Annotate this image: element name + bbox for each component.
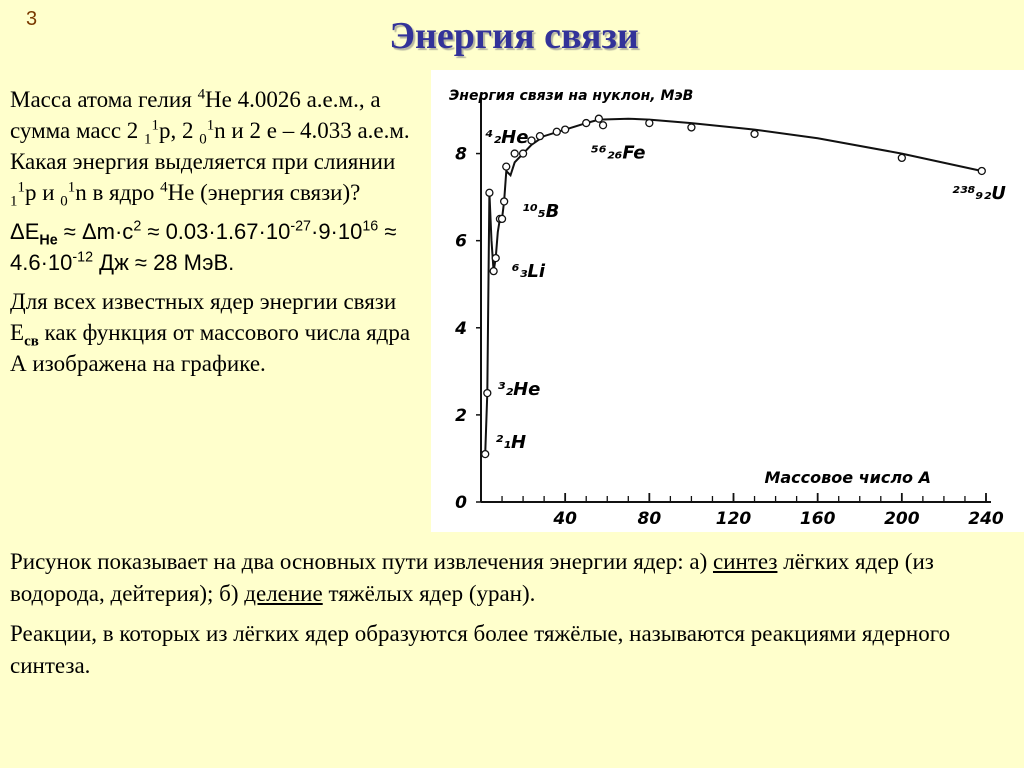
slide-number: 3 [26, 8, 38, 30]
data-point [520, 150, 527, 157]
formula-text: ΔE [10, 219, 40, 244]
bottom-text-segment: Рисунок показывает на два основных пути извлечения энергии ядер: а) [10, 549, 713, 574]
data-point [486, 189, 493, 196]
bottom-text [10, 546, 1014, 690]
y-tick-label: 0 [455, 493, 467, 513]
subscript: 1 [144, 131, 152, 148]
x-tick-label: 200 [884, 509, 920, 529]
bottom-text-segment: тяжёлых ядер (уран). [322, 581, 536, 606]
slide-title: Энергия связи [389, 15, 639, 57]
chart-svg [431, 70, 1024, 532]
data-point [898, 154, 905, 161]
subscript: He [39, 232, 58, 249]
fusion-paragraph: Реакции, в которых из лёгких ядер образуются более тяжёлые, называются реакциями ядерного синтеза. [10, 621, 951, 678]
problem-text: Масса атома гелия [10, 87, 198, 112]
superscript: 1 [17, 179, 25, 196]
data-point [503, 163, 510, 170]
y-axis-title: Энергия связи на нуклон, МэВ [449, 88, 694, 104]
data-point [482, 451, 489, 458]
data-point [501, 198, 508, 205]
extraction-paragraph [10, 546, 1014, 610]
superscript: -12 [72, 249, 94, 266]
nucleus-label: ³₂He [497, 379, 541, 401]
data-point [600, 122, 607, 129]
nucleus-label: ⁶₃Li [511, 261, 546, 283]
data-point [595, 115, 602, 122]
data-point [978, 167, 985, 174]
data-point [484, 390, 491, 397]
subscript: св [24, 333, 39, 350]
data-point [583, 120, 590, 127]
data-point [528, 137, 535, 144]
data-point [536, 133, 543, 140]
left-text-column [10, 84, 424, 387]
subscript: 1 [10, 193, 18, 210]
superscript: 2 [133, 218, 142, 235]
problem-text: p и [24, 180, 61, 205]
y-tick-label: 8 [455, 144, 467, 165]
fission-link: деление [244, 581, 323, 606]
data-point [511, 150, 518, 157]
data-point [688, 124, 695, 131]
superscript: -27 [290, 218, 311, 235]
nucleus-label: ²₁H [495, 432, 527, 454]
problem-text: He (энергия связи)? [167, 180, 361, 205]
superscript: 1 [151, 117, 159, 134]
formula-text: Дж ≈ 28 МэВ. [93, 250, 235, 275]
data-point [492, 255, 499, 262]
x-tick-label: 160 [799, 509, 836, 529]
subscript: 0 [199, 131, 207, 148]
y-tick-label: 6 [455, 231, 467, 252]
nucleus-label: ⁴₂He [485, 126, 529, 148]
subscript: 0 [60, 193, 68, 210]
y-tick-label: 2 [455, 405, 467, 426]
formula-text: ·9·10 [311, 219, 363, 244]
problem-text: p, 2 [158, 118, 200, 143]
x-tick-label: 240 [968, 509, 1004, 529]
binding-energy-curve [485, 119, 982, 454]
formula-text: ≈ 0.03·1.67·10 [141, 219, 291, 244]
problem-text: n в ядро [75, 180, 161, 205]
chart-description [10, 286, 424, 379]
superscript: 4 [197, 86, 206, 103]
energy-formula [10, 216, 424, 278]
nucleus-label: ²³⁸₉₂U [951, 182, 1006, 204]
data-point [490, 268, 497, 275]
nucleus-label: ¹⁰₅B [522, 200, 560, 222]
x-tick-label: 40 [553, 509, 578, 529]
problem-text: He 4.0026 а.е.м., а сумма масс 2 [10, 87, 381, 143]
description-text: Для всех известных ядер энергии связи E [10, 289, 397, 345]
data-point [553, 128, 560, 135]
y-tick-label: 4 [455, 318, 467, 339]
formula-text: ≈ Δm·c [57, 219, 134, 244]
bottom-text-segment: лёгких ядер (из водорода, дейтерия); б) [10, 549, 934, 606]
binding-energy-chart [431, 70, 1024, 532]
data-point [751, 130, 758, 137]
data-point [562, 126, 569, 133]
x-tick-label: 120 [715, 509, 752, 529]
superscript: 16 [362, 218, 379, 235]
nucleus-label: ⁵⁶₂₆Fe [590, 142, 646, 164]
superscript: 4 [160, 179, 168, 196]
problem-statement [10, 84, 424, 208]
description-text: как функция от массового числа ядра А изображена на графике. [10, 320, 411, 376]
x-axis-title: Массовое число A [764, 468, 931, 487]
synthesis-link: синтез [712, 549, 778, 574]
superscript: 1 [67, 179, 76, 196]
formula-text: ≈ 4.6·10 [10, 219, 397, 275]
data-point [646, 120, 653, 127]
data-point [499, 215, 506, 222]
x-tick-label: 80 [637, 509, 662, 529]
problem-text: n и 2 е – 4.033 а.е.м. Какая энергия выделяется при слиянии [10, 118, 410, 174]
superscript: 1 [206, 117, 215, 134]
